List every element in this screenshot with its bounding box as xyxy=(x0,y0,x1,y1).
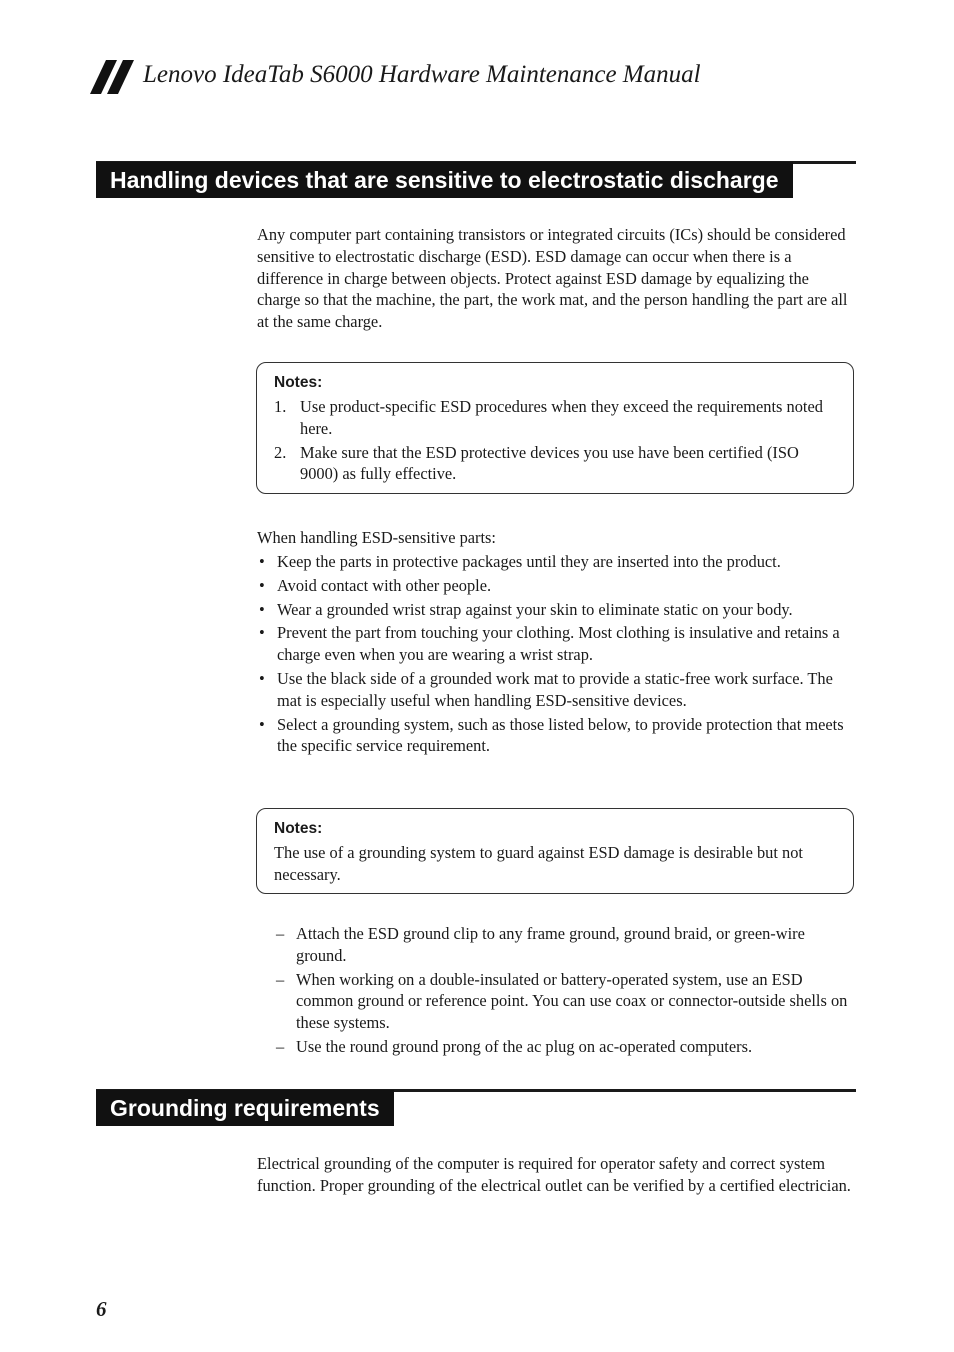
list-number: 1. xyxy=(274,397,287,416)
list-item xyxy=(257,714,859,758)
list-item xyxy=(276,969,856,1034)
list-item-text: Select a grounding system, such as those listed below, to provide protection that meets the specific service requirement. xyxy=(277,714,844,756)
bullet-mark: • xyxy=(259,714,265,734)
notes-text: The use of a grounding system to guard against ESD damage is desirable but not necessary. xyxy=(274,843,803,884)
list-item xyxy=(257,575,859,597)
notes-label: Notes: xyxy=(274,820,323,837)
double-slash-logo xyxy=(90,60,136,94)
section-heading-grounding: Grounding requirements xyxy=(96,1090,394,1126)
grounding-paragraph: Electrical grounding of the computer is required for operator safety and correct system function. Proper grounding of the electrical outlet can be verified by a certified electrician. xyxy=(257,1154,851,1195)
list-number: 2. xyxy=(274,442,287,462)
dash-mark: – xyxy=(276,924,285,943)
list-item-text: Wear a grounded wrist strap against your skin to eliminate static on your body. xyxy=(277,599,793,619)
list-item xyxy=(257,668,859,712)
list-item xyxy=(257,622,859,666)
dash-mark: – xyxy=(276,969,285,989)
bullet-mark: • xyxy=(259,668,265,688)
list-item xyxy=(257,551,859,573)
list-item-text: Avoid contact with other people. xyxy=(277,575,492,595)
dash-mark: – xyxy=(276,1036,285,1056)
list-item xyxy=(274,396,837,440)
list-item xyxy=(257,599,859,621)
list-item-text: Prevent the part from touching your clothing. Most clothing is insulative and retains a charge even when you are wearing a wrist strap. xyxy=(277,623,840,665)
list-item xyxy=(274,442,837,486)
page-number: 6 xyxy=(96,1297,107,1321)
bullet-mark: • xyxy=(259,623,265,643)
list-item xyxy=(276,923,856,967)
list-item-text: Make sure that the ESD protective devices you use have been certified (ISO 9000) as fully effective. xyxy=(300,442,799,484)
section-heading-esd: Handling devices that are sensitive to electrostatic discharge xyxy=(96,162,793,198)
handling-bullet-list xyxy=(257,551,859,759)
handling-intro: When handling ESD-sensitive parts: xyxy=(257,528,496,547)
list-item-text: Use the round ground prong of the ac plug on ac-operated computers. xyxy=(296,1036,753,1056)
notes-list xyxy=(274,396,837,485)
list-item-text: Use product-specific ESD procedures when they exceed the requirements noted here. xyxy=(300,397,823,438)
manual-title: Lenovo IdeaTab S6000 Hardware Maintenance Manual xyxy=(143,61,701,88)
bullet-mark: • xyxy=(259,552,265,571)
list-item xyxy=(276,1036,856,1058)
notes-box xyxy=(256,362,854,494)
bullet-mark: • xyxy=(259,599,265,619)
bullet-mark: • xyxy=(259,575,265,595)
notes-box xyxy=(256,808,854,894)
list-item-text: When working on a double-insulated or battery-operated system, use an ESD common ground or reference point. You can use coax or connector-outside shells on these systems. xyxy=(296,969,848,1033)
list-item-text: Use the black side of a grounded work mat to provide a static-free work surface. The mat is especially useful when handling ESD-sensitive devices. xyxy=(277,668,833,710)
list-item-text: Attach the ESD ground clip to any frame ground, ground braid, or green-wire ground. xyxy=(296,924,805,965)
list-item-text: Keep the parts in protective packages until they are inserted into the product. xyxy=(277,552,781,571)
notes-label: Notes: xyxy=(274,374,323,391)
grounding-options-list xyxy=(276,923,856,1060)
esd-intro-paragraph: Any computer part containing transistors or integrated circuits (ICs) should be considered sensitive to electrostatic discharge (ESD). ESD damage can occur when there is a difference in charge between objects. Protect against ESD damage by equalizing the charge so that the machine, the part, the work mat, and the person handling the part are all at the same charge. xyxy=(257,225,848,332)
